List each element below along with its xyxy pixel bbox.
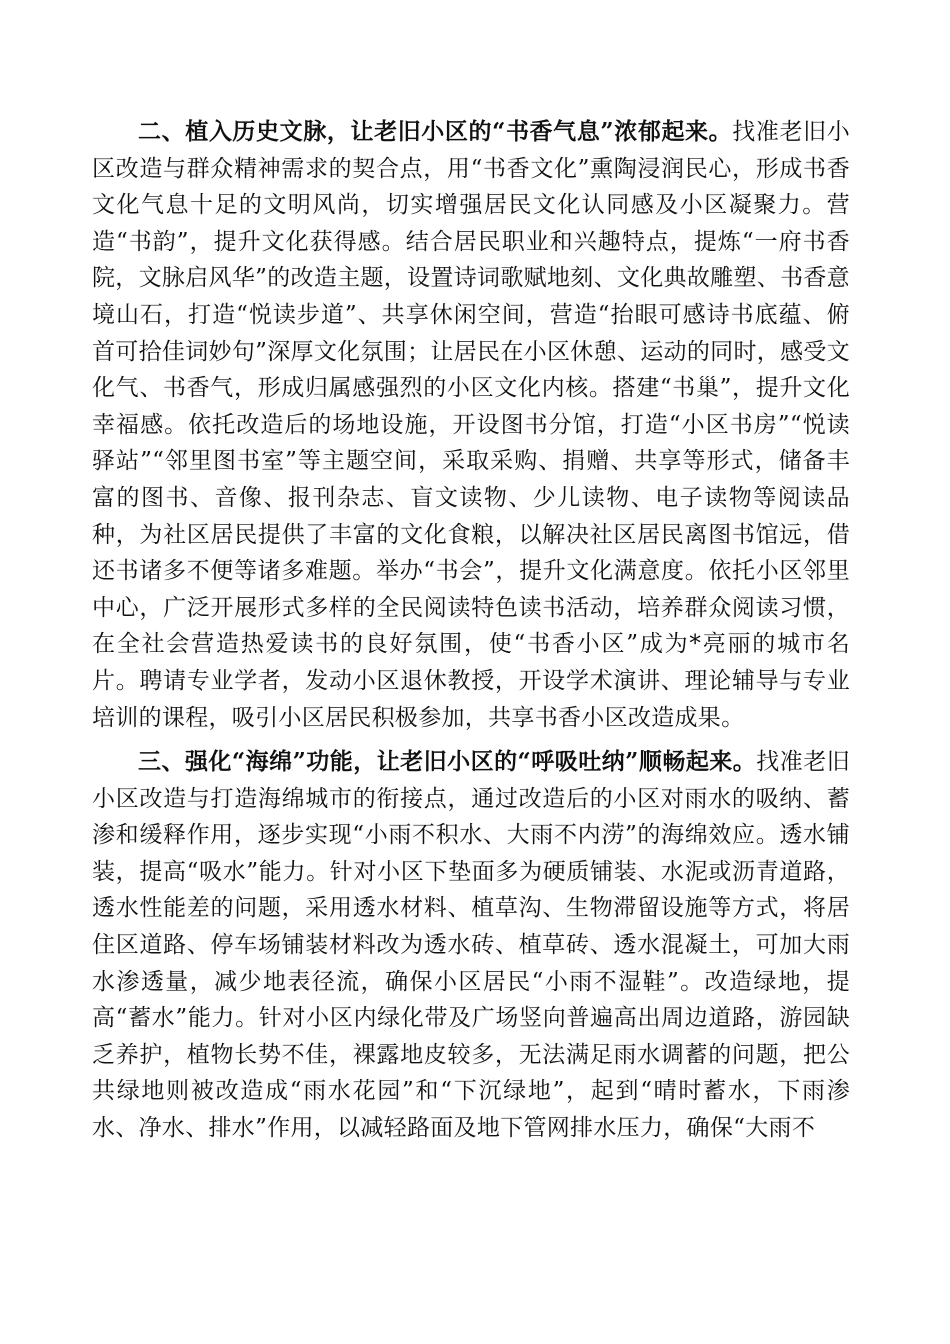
- section-3-body: 找准老旧小区改造与打造海绵城市的衔接点，通过改造后的小区对雨水的吸纳、蓄渗和缓释作用，逐步实现“小雨不积水、大雨不内涝”的海绵效应。透水铺装，提高“吸水”能力。针对小区下垫面多为硬质铺装、水泥或沥青道路，透水性能差的问题，采用透水材料、植草沟、生物滞留设施等方式，将居住区道路、停车场铺装材料改为透水砖、植草砖、透水混凝土，可加大雨水渗透量，减少地表径流，确保小区居民“小雨不湿鞋”。改造绿地，提高“蓄水”能力。针对小区内绿化带及广场竖向普遍高出周边道路，游园缺乏养护，植物长势不佳，裸露地皮较多，无法满足雨水调蓄的问题，把公共绿地则被改造成“雨水花园”和“下沉绿地”，起到“晴时蓄水，下雨渗水、净水、排水”作用，以减轻路面及地下管网排水压力，确保“大雨不: [92, 749, 850, 1142]
- paragraph-section-3: [92, 744, 850, 1147]
- paragraph-section-2: [92, 114, 850, 736]
- section-3-heading: 三、强化“海绵”功能，让老旧小区的“呼吸吐纳”顺畅起来。: [138, 748, 757, 776]
- document-page: [92, 114, 850, 1147]
- section-2-heading: 二、植入历史文脉，让老旧小区的“书香气息”浓郁起来。: [138, 118, 733, 145]
- section-2-body: 找准老旧小区改造与群众精神需求的契合点，用“书香文化”熏陶浸润民心，形成书香文化气息十足的文明风尚，切实增强居民文化认同感及小区凝聚力。营造“书韵”，提升文化获得感。结合居民职业和兴趣特点，提炼“一府书香院，文脉启风华”的改造主题，设置诗词歌赋地刻、文化典故雕塑、书香意境山石，打造“悦读步道”、共享休闲空间，营造“抬眼可感诗书底蕴、俯首可拾佳词妙句”深厚文化氛围；让居民在小区休憩、运动的同时，感受文化气、书香气，形成归属感强烈的小区文化内核。搭建“书巢”，提升文化幸福感。依托改造后的场地设施，开设图书分馆，打造“小区书房”“悦读驿站”“邻里图书室”等主题空间，采取采购、捐赠、共享等形式，储备丰富的图书、音像、报刊杂志、盲文读物、少儿读物、电子读物等阅读品种，为社区居民提供了丰富的文化食粮，以解决社区居民离图书馆远，借还书诸多不便等诸多难题。举办“书会”，提升文化满意度。依托小区邻里中心，广泛开展形式多样的全民阅读特色读书活动，培养群众阅读习惯，在全社会营造热爱读书的良好氛围，使“书香小区”成为*亮丽的城市名片。聘请专业学者，发动小区退休教授，开设学术演讲、理论辅导与专业培训的课程，吸引小区居民积极参加，共享书香小区改造成果。: [92, 119, 850, 731]
